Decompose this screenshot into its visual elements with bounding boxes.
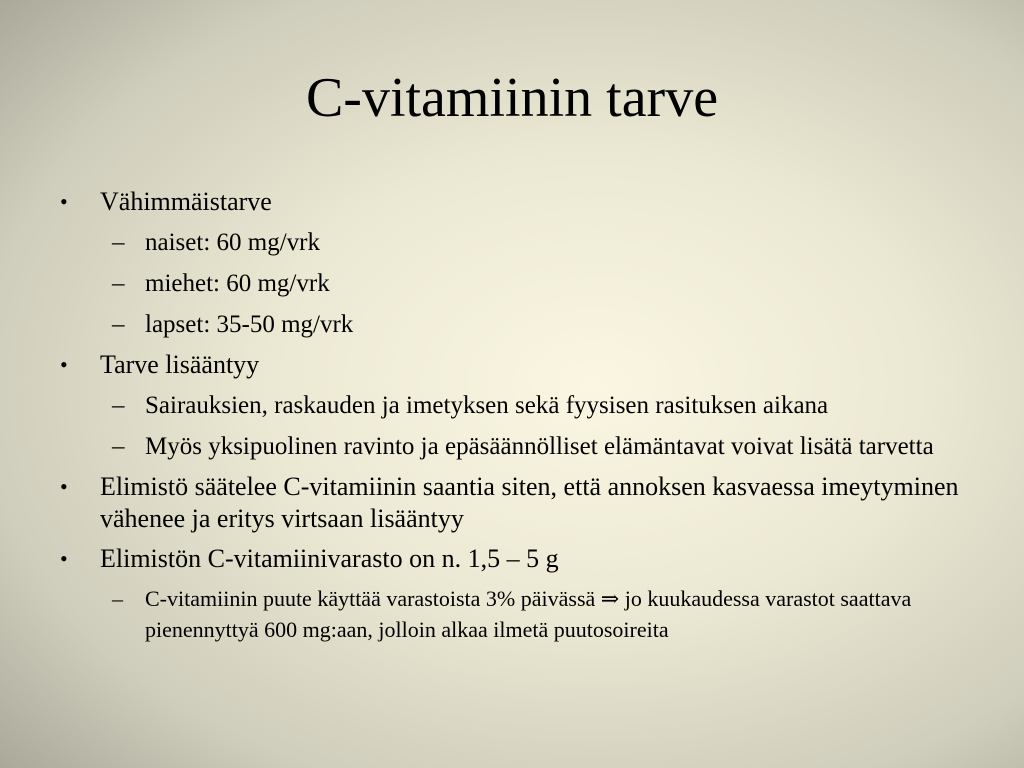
- sub-bullet-item: [60, 583, 980, 645]
- sub-bullet-item: [60, 389, 980, 422]
- bullet-text: Elimistön C-vitamiinivarasto on n. 1,5 – 5 g: [100, 544, 559, 573]
- sub-bullet-item: [60, 226, 980, 259]
- sub-bullet-text: Sairauksien, raskauden ja imetyksen sekä fyysisen rasituksen aikana: [145, 392, 829, 419]
- dash-icon: –: [112, 229, 125, 256]
- sub-bullet-text: naiset: 60 mg/vrk: [145, 229, 320, 256]
- sub-bullet-item: [60, 308, 980, 341]
- sub-bullet-item: [60, 267, 980, 300]
- sub-bullet-text: C-vitamiinin puute käyttää varastoista 3% päivässä ⇒ jo kuukaudessa varastot saattava pienennyttyä 600 mg:aan, jolloin alkaa ilmetä puutosoireita: [145, 586, 912, 642]
- bullet-item: [60, 186, 980, 218]
- sub-bullet-text: miehet: 60 mg/vrk: [145, 270, 330, 297]
- dash-icon: –: [112, 392, 125, 419]
- bullet-icon: •: [60, 474, 68, 499]
- sub-bullet-text: Myös yksipuolinen ravinto ja epäsäännölliset elämäntavat voivat lisätä tarvetta: [145, 433, 934, 460]
- bullet-text: Tarve lisääntyy: [100, 350, 260, 379]
- bullet-text: Elimistö säätelee C-vitamiinin saantia siten, että annoksen kasvaessa imeytyminen vähenee ja eritys virtsaan lisääntyy: [100, 472, 959, 533]
- bullet-icon: •: [60, 546, 68, 571]
- bullet-text: Vähimmäistarve: [100, 187, 272, 216]
- bullet-icon: •: [60, 189, 68, 214]
- slide-content: [60, 186, 980, 645]
- sub-bullet-item: [60, 430, 980, 463]
- bullet-item: [60, 471, 980, 535]
- dash-icon: –: [112, 433, 125, 460]
- bullet-item: [60, 543, 980, 575]
- sub-bullet-text: lapset: 35-50 mg/vrk: [145, 311, 354, 338]
- bullet-item: [60, 349, 980, 381]
- slide-title: C-vitamiinin tarve: [305, 67, 719, 129]
- dash-icon: –: [112, 311, 125, 338]
- dash-icon: –: [112, 270, 125, 297]
- dash-icon: –: [112, 586, 123, 611]
- bullet-icon: •: [60, 352, 68, 377]
